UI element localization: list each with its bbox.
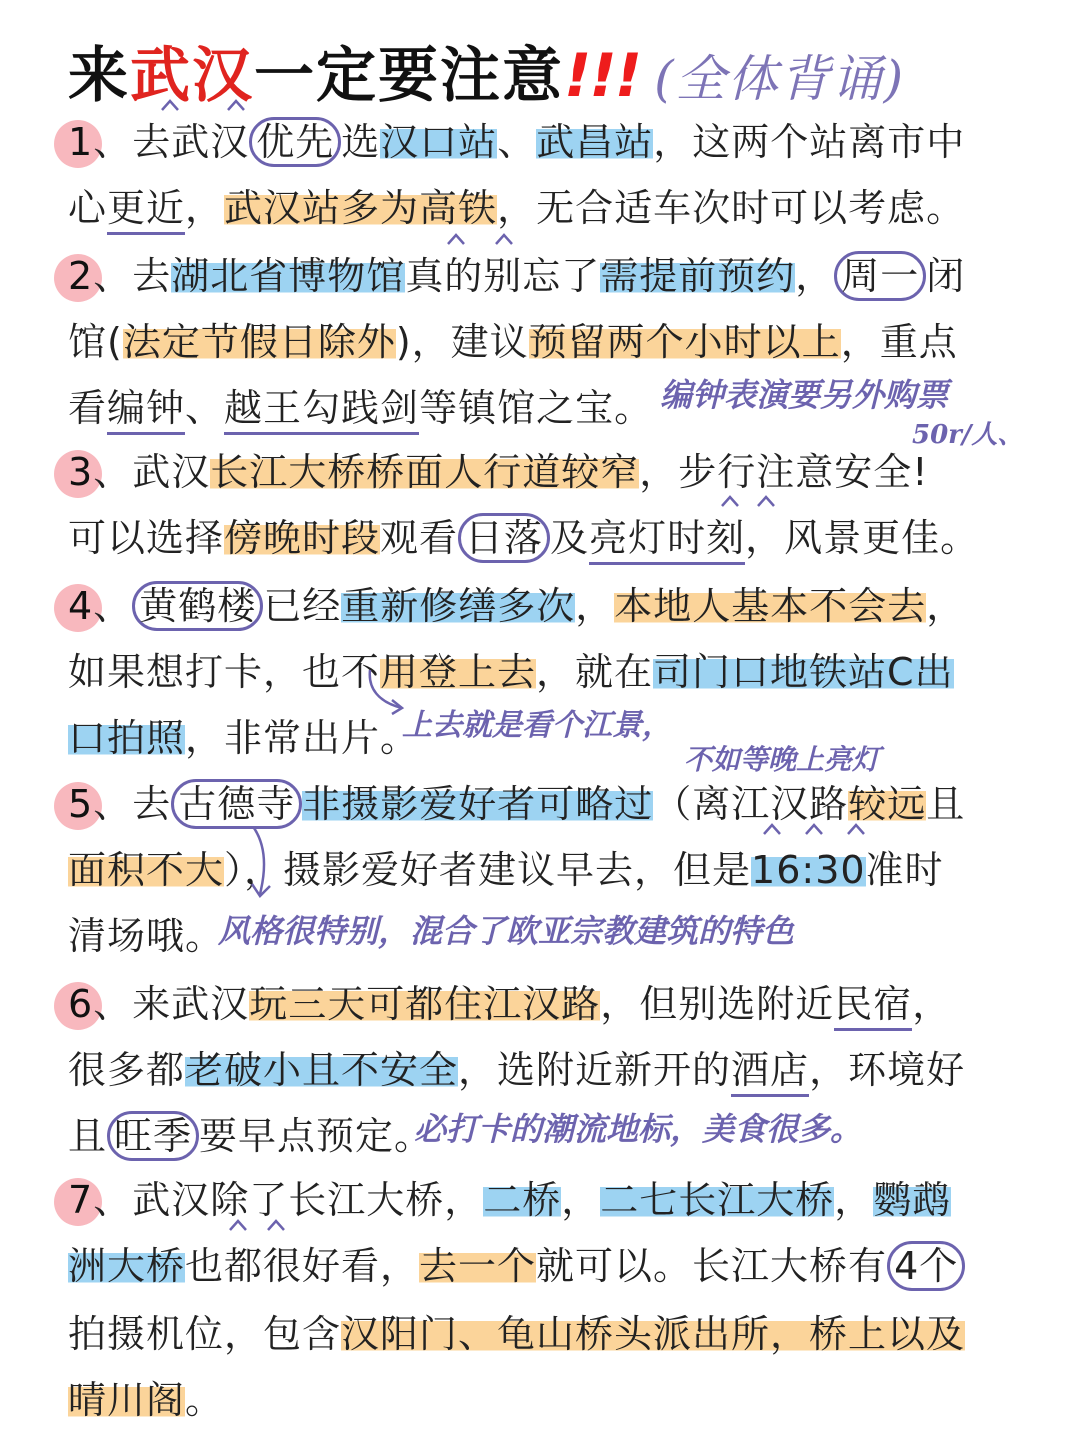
tip-highlight: 亮灯时刻 xyxy=(589,516,745,565)
tip-5-line xyxy=(68,904,224,968)
tip-text: 。 xyxy=(185,1378,225,1422)
tip-text: ，步行注意安全! xyxy=(639,450,929,494)
tip-text: 、 xyxy=(497,120,537,164)
tip-text: ， xyxy=(561,1178,601,1222)
tip-highlight: 司门口地铁站C出 xyxy=(653,650,954,694)
tip-text: 、武汉 xyxy=(93,450,211,494)
tip-highlight: 老破小且不安全 xyxy=(185,1048,459,1092)
tip-number: 5 xyxy=(68,772,93,836)
tip-text: 馆( xyxy=(68,320,123,364)
tip-4-line xyxy=(68,640,954,704)
tip-highlight: 需提前预约 xyxy=(600,254,796,298)
tip-highlight: 本地人基本不会去 xyxy=(614,584,927,628)
tip-7-line xyxy=(68,1368,224,1432)
tip-highlight: 旺季 xyxy=(107,1111,199,1161)
tip-highlight: 二桥 xyxy=(483,1178,562,1222)
arrow-icon xyxy=(364,666,408,716)
caret-icon xyxy=(720,494,740,508)
tip-text: ），摄影爱好者建议早去，但是 xyxy=(224,848,752,892)
tip-text: 如果想打卡，也不 xyxy=(68,650,381,694)
tip-text: 真的别忘了 xyxy=(405,254,601,298)
tip-text: ，但别选附近 xyxy=(600,982,835,1026)
tip-highlight: 更近 xyxy=(107,186,185,235)
tip-highlight: 洲大桥 xyxy=(68,1244,186,1288)
annotation-bianzhong: 编钟表演要另外购票 xyxy=(660,376,949,414)
title-exclaim: !!! xyxy=(564,41,641,111)
tip-text: 准时 xyxy=(865,848,944,892)
tip-text: 心 xyxy=(68,186,108,230)
tip-text: 且 xyxy=(926,782,966,826)
tip-text: 选 xyxy=(341,120,381,164)
caret-icon xyxy=(494,232,514,246)
tip-text: 清场哦。 xyxy=(68,914,225,958)
tip-text: 拍摄机位，包含 xyxy=(68,1312,342,1356)
caret-icon xyxy=(266,1218,286,1232)
tip-number: 7 xyxy=(68,1168,93,1232)
tip-highlight: 编钟 xyxy=(107,386,185,435)
tip-text: 等镇馆之宝。 xyxy=(419,386,654,430)
tip-text: ， xyxy=(185,186,225,230)
tip-highlight: 民宿 xyxy=(834,982,912,1031)
tip-highlight: 越王勾践剑 xyxy=(224,386,419,435)
tip-highlight: 口拍照 xyxy=(68,716,186,760)
tip-highlight: 二七长江大桥 xyxy=(600,1178,835,1222)
annotation-price: 50r/人、 xyxy=(912,420,1024,450)
annotation-checkin: 必打卡的潮流地标，美食很多。 xyxy=(414,1110,863,1148)
tip-text: 就可以。长江大桥有 xyxy=(536,1244,888,1288)
tip-7-line xyxy=(68,1302,965,1366)
tip-text: 闭 xyxy=(926,254,966,298)
tip-highlight: 汉口站 xyxy=(380,120,498,164)
tip-7-line xyxy=(68,1168,951,1232)
tip-6-line xyxy=(68,1038,965,1102)
tip-6-line xyxy=(68,1104,433,1168)
tip-4-line xyxy=(68,574,965,638)
tip-highlight: 日落 xyxy=(458,513,550,563)
tip-highlight: 黄鹤楼 xyxy=(132,581,263,631)
tip-highlight: 武昌站 xyxy=(536,120,654,164)
tip-text: 、武汉除了长江大桥， xyxy=(93,1178,484,1222)
caret-icon xyxy=(762,822,782,836)
tip-highlight: 傍晚时段 xyxy=(224,516,381,560)
tip-5-line xyxy=(68,838,944,902)
tip-text: 及 xyxy=(550,516,590,560)
tip-5-line xyxy=(68,772,965,836)
tip-highlight: 鹦鹉 xyxy=(873,1178,952,1222)
tip-text: 观看 xyxy=(380,516,459,560)
tip-highlight: 古德寺 xyxy=(171,779,302,829)
tip-number: 6 xyxy=(68,972,93,1036)
tip-text: ， xyxy=(926,584,966,628)
annotation-climb: 上去就是看个江景， xyxy=(402,708,672,743)
arrow-icon xyxy=(244,826,278,900)
tip-text: 、去 xyxy=(93,782,172,826)
tip-highlight: 重新修缮多次 xyxy=(341,584,576,628)
annotation-style: 风格很特别，混合了欧亚宗教建筑的特色 xyxy=(218,912,795,950)
page-title xyxy=(68,28,906,111)
tip-text: ，就在 xyxy=(536,650,654,694)
tip-highlight: 汉阳门、龟山桥头派出所，桥上以及 xyxy=(341,1312,966,1356)
tip-highlight: 较远 xyxy=(848,782,927,826)
tip-text: ，非常出片。 xyxy=(185,716,420,760)
tip-text: )，建议 xyxy=(395,320,529,364)
tip-number: 3 xyxy=(68,440,93,504)
title-note: (全体背诵) xyxy=(654,50,906,108)
tip-highlight: 武汉站多为高铁 xyxy=(224,186,498,230)
tip-3-line xyxy=(68,506,979,570)
tip-text: 要早点预定。 xyxy=(199,1114,434,1158)
tip-text: 已经 xyxy=(263,584,342,628)
tip-2-line xyxy=(68,376,653,440)
caret-icon xyxy=(446,232,466,246)
tip-text: ，这两个站离市中 xyxy=(653,120,966,164)
caret-icon xyxy=(228,1218,248,1232)
tip-highlight: 优先 xyxy=(249,117,341,167)
caret-icon xyxy=(756,494,776,508)
tip-2-line xyxy=(68,244,965,308)
tip-text: ，环境好 xyxy=(809,1048,966,1092)
tip-text: 、来武汉 xyxy=(93,982,250,1026)
tip-text: 、去 xyxy=(93,254,172,298)
tip-highlight: 法定节假日除外 xyxy=(122,320,396,364)
tip-highlight: 去一个 xyxy=(419,1244,537,1288)
tip-1-line xyxy=(68,110,965,174)
tip-text: ，风景更佳。 xyxy=(745,516,980,560)
tip-text: 看 xyxy=(68,386,108,430)
tip-text: ，无合适车次时可以考虑。 xyxy=(497,186,966,230)
title-prefix: 来 xyxy=(68,41,130,111)
tip-highlight: 长江大桥桥面人行道较窄 xyxy=(210,450,640,494)
tip-6-line xyxy=(68,972,951,1036)
tip-highlight: 16:30 xyxy=(751,848,866,892)
tip-highlight: 面积不大 xyxy=(68,848,225,892)
tip-text: 、去武汉 xyxy=(93,120,250,164)
tip-number: 1 xyxy=(68,110,93,174)
tip-text: 、 xyxy=(185,386,225,430)
tip-highlight: 预留两个小时以上 xyxy=(528,320,841,364)
tip-7-line xyxy=(68,1234,965,1298)
tip-highlight: 用登上去 xyxy=(380,650,537,694)
tip-text: 且 xyxy=(68,1114,108,1158)
tip-highlight: 周一 xyxy=(834,251,926,301)
title-main: 一定要注意 xyxy=(254,41,564,111)
tip-text: ， xyxy=(575,584,615,628)
tip-text: ，选附近新开的 xyxy=(458,1048,732,1092)
tip-1-line xyxy=(68,176,965,240)
tip-text: ， xyxy=(795,254,835,298)
title-city: 武汉 xyxy=(130,41,254,111)
tip-highlight: 晴川阁 xyxy=(68,1378,186,1422)
tip-text: ， xyxy=(834,1178,874,1222)
tip-highlight: 湖北省博物馆 xyxy=(171,254,406,298)
caret-icon xyxy=(846,822,866,836)
tip-text: 很多都 xyxy=(68,1048,186,1092)
tip-3-line xyxy=(68,440,928,504)
tip-text: ， xyxy=(912,982,952,1026)
tip-text: 、 xyxy=(93,584,133,628)
caret-icon xyxy=(804,822,824,836)
tip-highlight: 玩三天可都住江汉路 xyxy=(249,982,601,1026)
tip-highlight: 4个 xyxy=(887,1241,965,1291)
tip-text: ，重点 xyxy=(840,320,958,364)
tip-highlight: 非摄影爱好者可略过 xyxy=(302,782,654,826)
tip-text: （离江汉路 xyxy=(653,782,849,826)
tip-text: 可以选择 xyxy=(68,516,225,560)
tip-number: 4 xyxy=(68,574,93,638)
tip-text: 也都很好看， xyxy=(185,1244,420,1288)
tip-2-line xyxy=(68,310,958,374)
tip-number: 2 xyxy=(68,244,93,308)
annotation-night: 不如等晚上亮灯 xyxy=(684,743,881,776)
tip-highlight: 酒店 xyxy=(731,1048,809,1097)
